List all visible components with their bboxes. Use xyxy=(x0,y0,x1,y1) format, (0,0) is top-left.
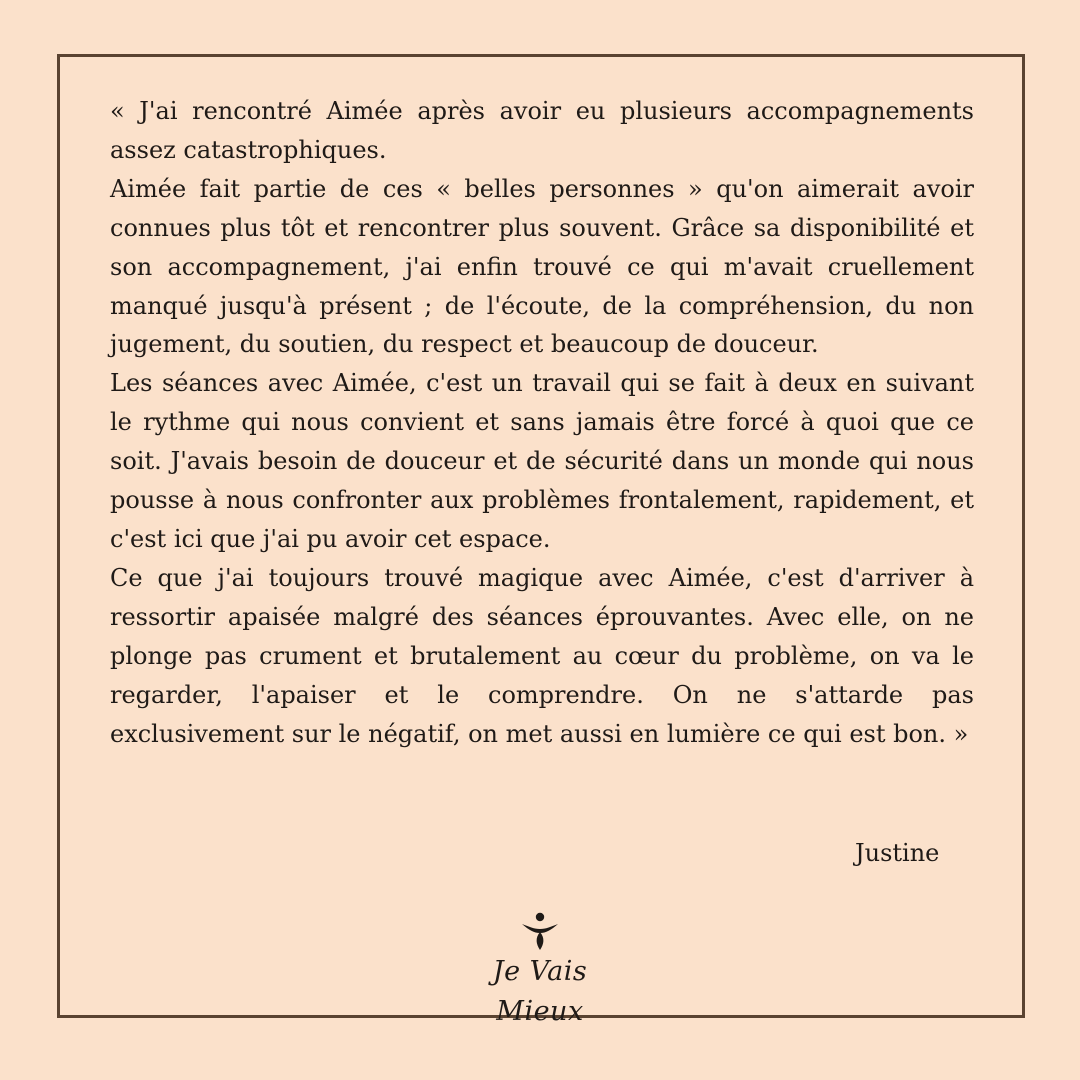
testimonial-paragraph: Aimée fait partie de ces « belles personnes » qu'on aimerait avoir connues plus tôt et rencontrer plus souvent. Grâce sa disponibilité et son accompagnement, j'ai enfin trouvé ce qui m'avait cruellement manqué jusqu'à présent ; de l'écoute, de la compréhension, du non jugement, du soutien, du respect et beaucoup de douceur. xyxy=(110,174,974,359)
brand-logo-text: Je Vais Mieux xyxy=(492,956,588,1027)
brand-logo xyxy=(450,908,630,1027)
person-figure-icon xyxy=(520,908,560,952)
testimonial-paragraph: Les séances avec Aimée, c'est un travail qui se fait à deux en suivant le rythme qui nous convient et sans jamais être forcé à quoi que ce soit. J'avais besoin de douceur et de sécurité dans un monde qui nous pousse à nous confronter aux problèmes frontalement, rapidement, et c'est ici que j'ai pu avoir cet espace. xyxy=(110,369,974,553)
testimonial-author: Justine xyxy=(855,839,940,867)
testimonial-quote xyxy=(110,92,974,753)
testimonial-paragraph: Ce que j'ai toujours trouvé magique avec Aimée, c'est d'arriver à ressortir apaisée malgré des séances éprouvantes. Avec elle, on ne plonge pas crument et brutalement au cœur du problème, on va le regarder, l'apaiser et le comprendre. On ne s'attarde pas exclusivement sur le négatif, on met aussi en lumière ce qui est bon. » xyxy=(110,563,974,748)
testimonial-paragraph: « J'ai rencontré Aimée après avoir eu plusieurs accompagnements assez catastrophiques. xyxy=(110,97,974,164)
